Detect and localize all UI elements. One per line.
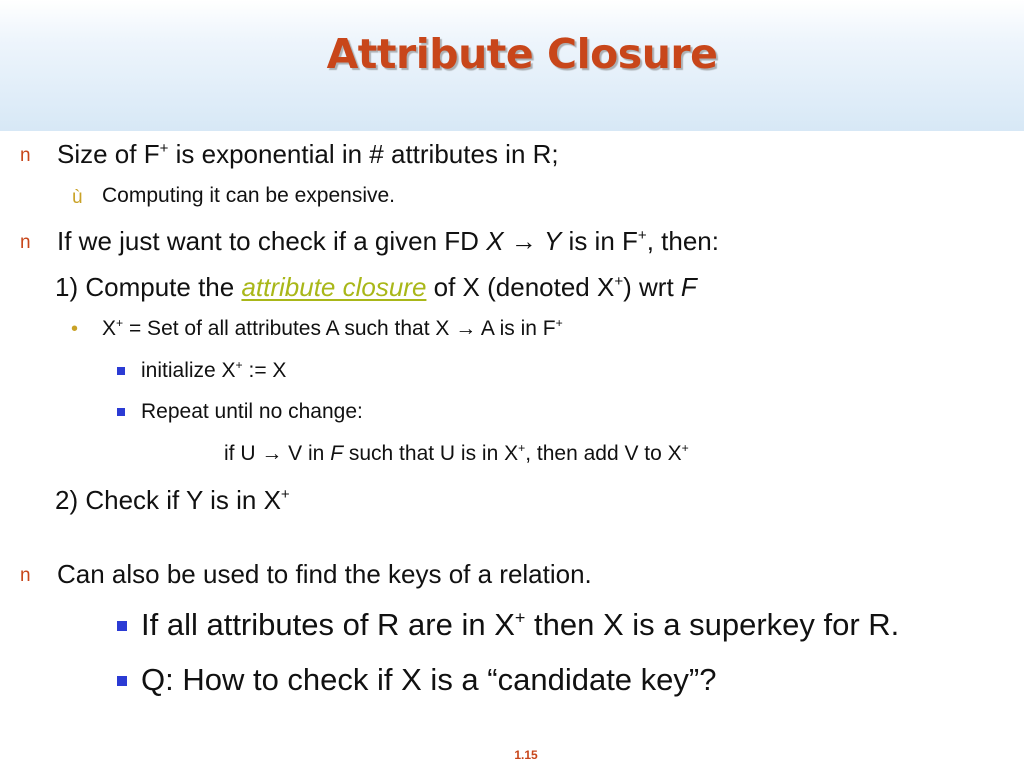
dot-bullet-marker: • — [71, 318, 79, 340]
bullet-marker: n — [20, 565, 31, 586]
bullet-check-fd: If we just want to check if a given FD X → Y is in F+, then: — [57, 226, 719, 256]
attribute-closure-link[interactable]: attribute closure — [241, 272, 427, 302]
bullet-size-of-fplus: Size of F+ is exponential in # attributes in R; — [57, 139, 559, 169]
candidate-key-question: Q: How to check if X is a “candidate key”? — [141, 662, 717, 697]
square-bullet-marker — [117, 408, 125, 416]
step-compute-closure: 1) Compute the attribute closure of X (denoted X+) wrt F — [55, 272, 697, 302]
step-check-y: 2) Check if Y is in X+ — [55, 485, 290, 515]
bullet-find-keys: Can also be used to find the keys of a relation. — [57, 559, 592, 589]
step-initialize: initialize X+ := X — [141, 358, 287, 382]
bullet-marker: n — [20, 232, 31, 253]
title-banner — [0, 0, 1024, 131]
sub-bullet-computing-expensive: Computing it can be expensive. — [102, 184, 396, 207]
closure-rule: if U → V in F such that U is in X+, then add V to X+ — [224, 441, 689, 465]
step-repeat: Repeat until no change: — [141, 400, 363, 423]
closure-definition: X+ = Set of all attributes A such that X → A is in F+ — [102, 316, 563, 340]
slide-title: Attribute Closure — [326, 30, 718, 78]
square-bullet-marker — [117, 367, 125, 375]
page-number: 1.15 — [514, 748, 538, 762]
bullet-marker: n — [20, 145, 31, 166]
square-bullet-marker — [117, 676, 127, 686]
square-bullet-marker — [117, 621, 127, 631]
superkey-statement: If all attributes of R are in X+ then X is a superkey for R. — [141, 607, 900, 642]
sub-bullet-marker: ù — [72, 187, 83, 208]
